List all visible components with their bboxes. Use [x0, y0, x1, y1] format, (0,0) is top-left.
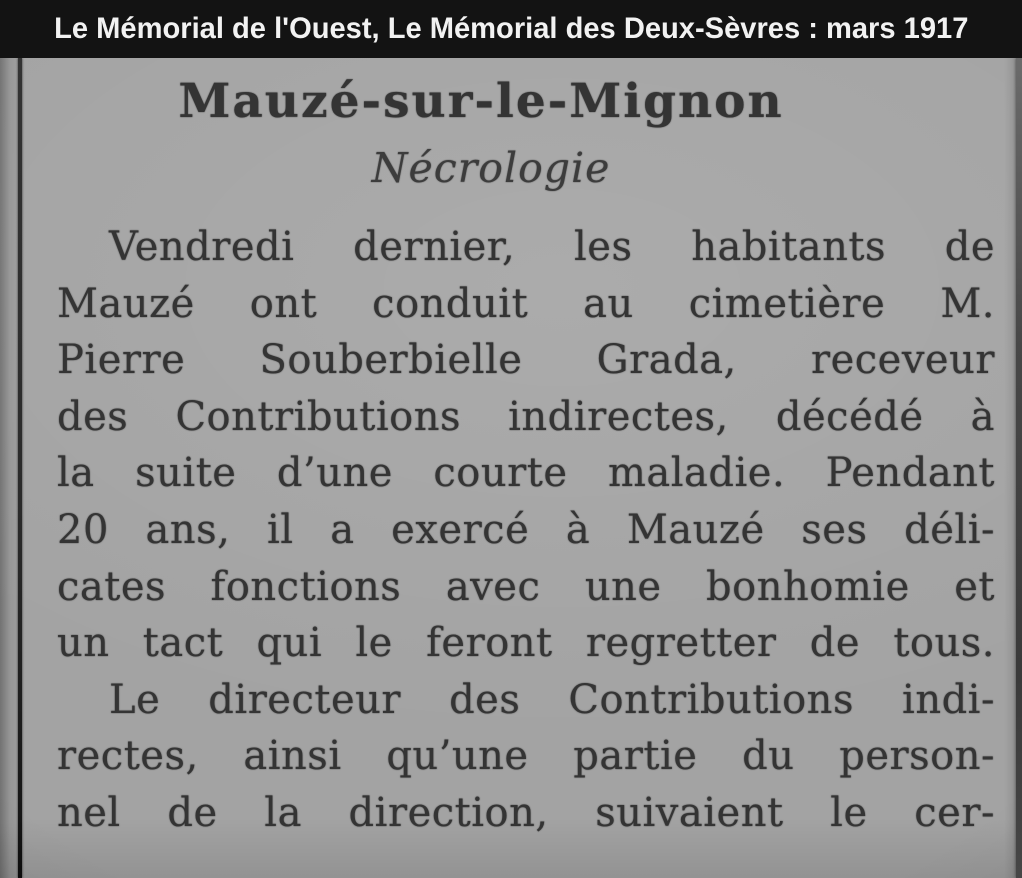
article-body — [57, 219, 995, 842]
article-text-line: un tact qui le feront regretter de tous. — [57, 620, 995, 667]
newspaper-scan — [0, 58, 1022, 878]
article-text-line: Pierre Souberbielle Grada, receveur — [57, 337, 995, 384]
article-text-line: 20 ans, il a exercé à Mauzé ses déli- — [57, 506, 995, 553]
article-text-line: nel de la direction, suivaient le cer- — [57, 789, 995, 836]
viewer-title-bar — [0, 0, 1022, 58]
article-text-line: Vendredi dernier, les habitants de — [109, 224, 995, 270]
scan-edge-shadow — [1016, 58, 1022, 878]
article-headline: Mauzé-sur-le-Mignon — [178, 74, 784, 129]
publication-title: Le Mémorial de l'Ouest, Le Mémorial des Deux-Sèvres : mars 1917 — [53, 12, 969, 45]
article-text-line: cates fonctions avec une bonhomie et — [57, 563, 995, 610]
article-text-line: rectes, ainsi qu’une partie du person- — [57, 733, 995, 780]
article-text-line: des Contributions indirectes, décédé à — [57, 393, 995, 440]
article-text-line: Mauzé ont conduit au cimetière M. — [57, 280, 995, 327]
article-text-line: la suite d’une courte maladie. Pendant — [57, 450, 995, 497]
article-subtitle: Nécrologie — [371, 144, 611, 192]
article-text-line: Le directeur des Contributions indi- — [109, 676, 995, 723]
